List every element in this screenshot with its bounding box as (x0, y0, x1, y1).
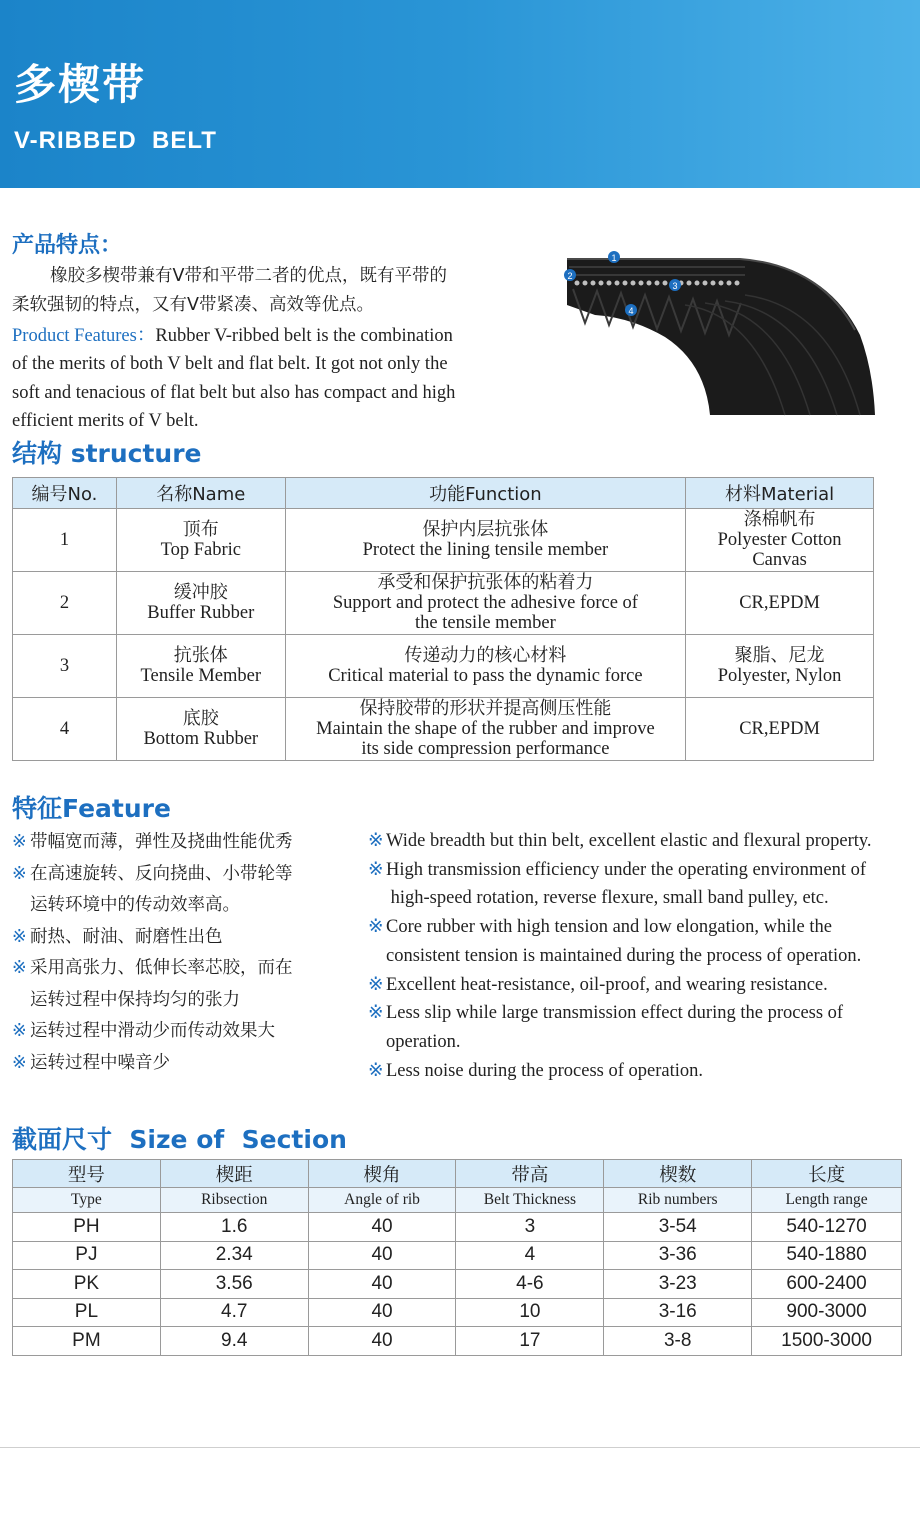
callout-3 (669, 279, 681, 291)
cell-angle: 40 (308, 1213, 456, 1242)
reference-mark-icon: ※ (368, 1003, 384, 1024)
features-intro-en-line: of the merits of both V belt and flat belt. It got not only the (12, 354, 448, 375)
svg-text:3: 3 (672, 281, 678, 291)
list-item: ※ Less slip while large transmission effect during the process of (368, 999, 920, 1028)
size-section-heading: 截面尺寸 Size of Section (12, 1125, 347, 1154)
list-item: ※ 运转过程中噪音少 (12, 1048, 362, 1080)
callout-2 (564, 269, 576, 281)
col-header-ribs-en: Rib numbers (604, 1188, 752, 1213)
cell-angle: 40 (308, 1298, 456, 1327)
list-item: ※ Core rubber with high tension and low elongation, while the (368, 913, 920, 942)
col-header-ribsection-zh: 楔距 (160, 1160, 308, 1188)
list-item: ※ 带幅宽而薄，弹性及挠曲性能优秀 (12, 827, 362, 859)
list-item: ※ 耐热、耐油、耐磨性出色 (12, 922, 362, 954)
cell-ribsection: 3.56 (160, 1270, 308, 1299)
structure-heading: 结构 structure (12, 439, 202, 468)
cell-no: 4 (13, 698, 117, 761)
structure-header-row (13, 478, 874, 509)
cell-ribsection: 4.7 (160, 1298, 308, 1327)
col-header-material: 材料Material (686, 478, 874, 509)
list-item-continued: 运转过程中保持均匀的张力 (30, 989, 240, 1010)
cell-type: PH (13, 1213, 161, 1242)
list-item-continued: high-speed rotation, reverse flexure, small band pulley, etc. (386, 888, 829, 909)
cell-type: PK (13, 1270, 161, 1299)
col-header-function: 功能Function (285, 478, 685, 509)
list-item-continued: operation. (386, 1031, 461, 1052)
feature-heading: 特征Feature (12, 794, 171, 823)
col-header-length-zh: 长度 (752, 1160, 902, 1188)
features-intro-en-line: soft and tenacious of flat belt but also has compact and high (12, 382, 456, 403)
cell-length: 540-1270 (752, 1213, 902, 1242)
cell-length: 540-1880 (752, 1241, 902, 1270)
list-item: ※ 运转过程中滑动少而传动效果大 (12, 1016, 362, 1048)
cell-ribsection: 1.6 (160, 1213, 308, 1242)
cell-name: 缓冲胶 Buffer Rubber (116, 572, 285, 635)
size-header-row-zh (13, 1160, 902, 1188)
col-header-type-en: Type (13, 1188, 161, 1213)
cell-type: PL (13, 1298, 161, 1327)
cell-length: 600-2400 (752, 1270, 902, 1299)
list-item: ※ 在高速旋转、反向挠曲、小带轮等 (12, 859, 362, 891)
cell-thickness: 10 (456, 1298, 604, 1327)
cell-function: 保护内层抗张体 Protect the lining tensile member (285, 509, 685, 572)
structure-table (12, 477, 874, 761)
table-row (13, 1270, 902, 1299)
cell-name: 抗张体 Tensile Member (116, 635, 285, 698)
table-row (13, 509, 874, 572)
feature-list-zh (12, 827, 362, 1079)
cell-length: 1500-3000 (752, 1327, 902, 1356)
cell-name: 底胶 Bottom Rubber (116, 698, 285, 761)
features-intro-en-line: efficient merits of V belt. (12, 410, 199, 431)
cell-ribsection: 9.4 (160, 1327, 308, 1356)
page-subtitle: V-RIBBED BELT (14, 127, 217, 154)
cell-thickness: 3 (456, 1213, 604, 1242)
table-row (13, 635, 874, 698)
callout-1 (608, 251, 620, 263)
features-intro-zh (12, 262, 522, 320)
cell-angle: 40 (308, 1241, 456, 1270)
col-header-thickness-zh: 带高 (456, 1160, 604, 1188)
size-table (12, 1159, 902, 1356)
svg-text:4: 4 (628, 306, 634, 316)
header-banner (0, 0, 920, 188)
table-row (13, 1213, 902, 1242)
features-intro-zh-line: 柔软强韧的特点，又有V带紧凑、高效等优点。 (12, 295, 374, 315)
reference-mark-icon: ※ (12, 1052, 27, 1073)
reference-mark-icon: ※ (368, 974, 384, 995)
list-item-continued: consistent tension is maintained during the process of operation. (386, 945, 862, 966)
col-header-thickness-en: Belt Thickness (456, 1188, 604, 1213)
table-row (13, 1298, 902, 1327)
footer-divider (0, 1447, 920, 1448)
reference-mark-icon: ※ (368, 859, 384, 880)
col-header-ribsection-en: Ribsection (160, 1188, 308, 1213)
cell-ribs: 3-54 (604, 1213, 752, 1242)
list-item: ※ Wide breadth but thin belt, excellent elastic and flexural property. (368, 827, 920, 856)
svg-text:2: 2 (567, 271, 573, 281)
reference-mark-icon: ※ (368, 1060, 384, 1081)
col-header-type-zh: 型号 (13, 1160, 161, 1188)
col-header-no: 编号No. (13, 478, 117, 509)
cell-material: CR,EPDM (686, 572, 874, 635)
list-item: ※ 采用高张力、低伸长率芯胶，而在 (12, 953, 362, 985)
callout-4 (625, 304, 637, 316)
features-intro-en (12, 322, 522, 435)
cell-type: PM (13, 1327, 161, 1356)
cell-material: CR,EPDM (686, 698, 874, 761)
cell-ribs: 3-16 (604, 1298, 752, 1327)
reference-mark-icon: ※ (368, 831, 384, 851)
cell-function: 传递动力的核心材料 Critical material to pass the dynamic force (285, 635, 685, 698)
cell-type: PJ (13, 1241, 161, 1270)
table-row (13, 1241, 902, 1270)
feature-list-en (368, 827, 920, 1085)
reference-mark-icon: ※ (12, 832, 27, 852)
belt-diagram (555, 245, 885, 420)
cell-no: 3 (13, 635, 117, 698)
cell-ribs: 3-8 (604, 1327, 752, 1356)
product-features-label: Product Features： (12, 326, 156, 346)
cell-thickness: 17 (456, 1327, 604, 1356)
cell-thickness: 4 (456, 1241, 604, 1270)
reference-mark-icon: ※ (12, 1021, 27, 1041)
col-header-length-en: Length range (752, 1188, 902, 1213)
features-intro-heading: 产品特点： (12, 233, 123, 258)
cell-material: 聚脂、尼龙 Polyester, Nylon (686, 635, 874, 698)
cell-length: 900-3000 (752, 1298, 902, 1327)
list-item: ※ Less noise during the process of operation. (368, 1057, 920, 1086)
col-header-name: 名称Name (116, 478, 285, 509)
cell-name: 顶布 Top Fabric (116, 509, 285, 572)
cell-no: 2 (13, 572, 117, 635)
list-item: ※ Excellent heat-resistance, oil-proof, and wearing resistance. (368, 971, 920, 1000)
cell-function: 承受和保护抗张体的粘着力 Support and protect the adhesive force of the tensile member (285, 572, 685, 635)
reference-mark-icon: ※ (12, 863, 27, 884)
list-item: ※ High transmission efficiency under the operating environment of (368, 856, 920, 885)
cell-thickness: 4-6 (456, 1270, 604, 1299)
cell-ribs: 3-36 (604, 1241, 752, 1270)
svg-text:1: 1 (611, 253, 617, 263)
cell-angle: 40 (308, 1270, 456, 1299)
col-header-angle-en: Angle of rib (308, 1188, 456, 1213)
table-row (13, 698, 874, 761)
col-header-ribs-zh: 楔数 (604, 1160, 752, 1188)
page-title: 多楔带 (14, 60, 147, 109)
table-row (13, 572, 874, 635)
reference-mark-icon: ※ (368, 917, 384, 938)
col-header-angle-zh: 楔角 (308, 1160, 456, 1188)
list-item-continued: 运转环境中的传动效率高。 (30, 895, 240, 915)
reference-mark-icon: ※ (12, 958, 27, 978)
cell-angle: 40 (308, 1327, 456, 1356)
cell-ribsection: 2.34 (160, 1241, 308, 1270)
size-header-row-en (13, 1188, 902, 1213)
cell-material: 涤棉帆布 Polyester Cotton Canvas (686, 509, 874, 572)
features-intro-en-line: Product Features：Rubber V-ribbed belt is the combination (12, 326, 453, 346)
reference-mark-icon: ※ (12, 926, 27, 947)
cell-ribs: 3-23 (604, 1270, 752, 1299)
table-row (13, 1327, 902, 1356)
cell-function: 保持胶带的形状并提高侧压性能 Maintain the shape of the rubber and improve its side compression performance (285, 698, 685, 761)
cell-no: 1 (13, 509, 117, 572)
features-intro-zh-line: 橡胶多楔带兼有V带和平带二者的优点，既有平带的 (50, 266, 447, 286)
